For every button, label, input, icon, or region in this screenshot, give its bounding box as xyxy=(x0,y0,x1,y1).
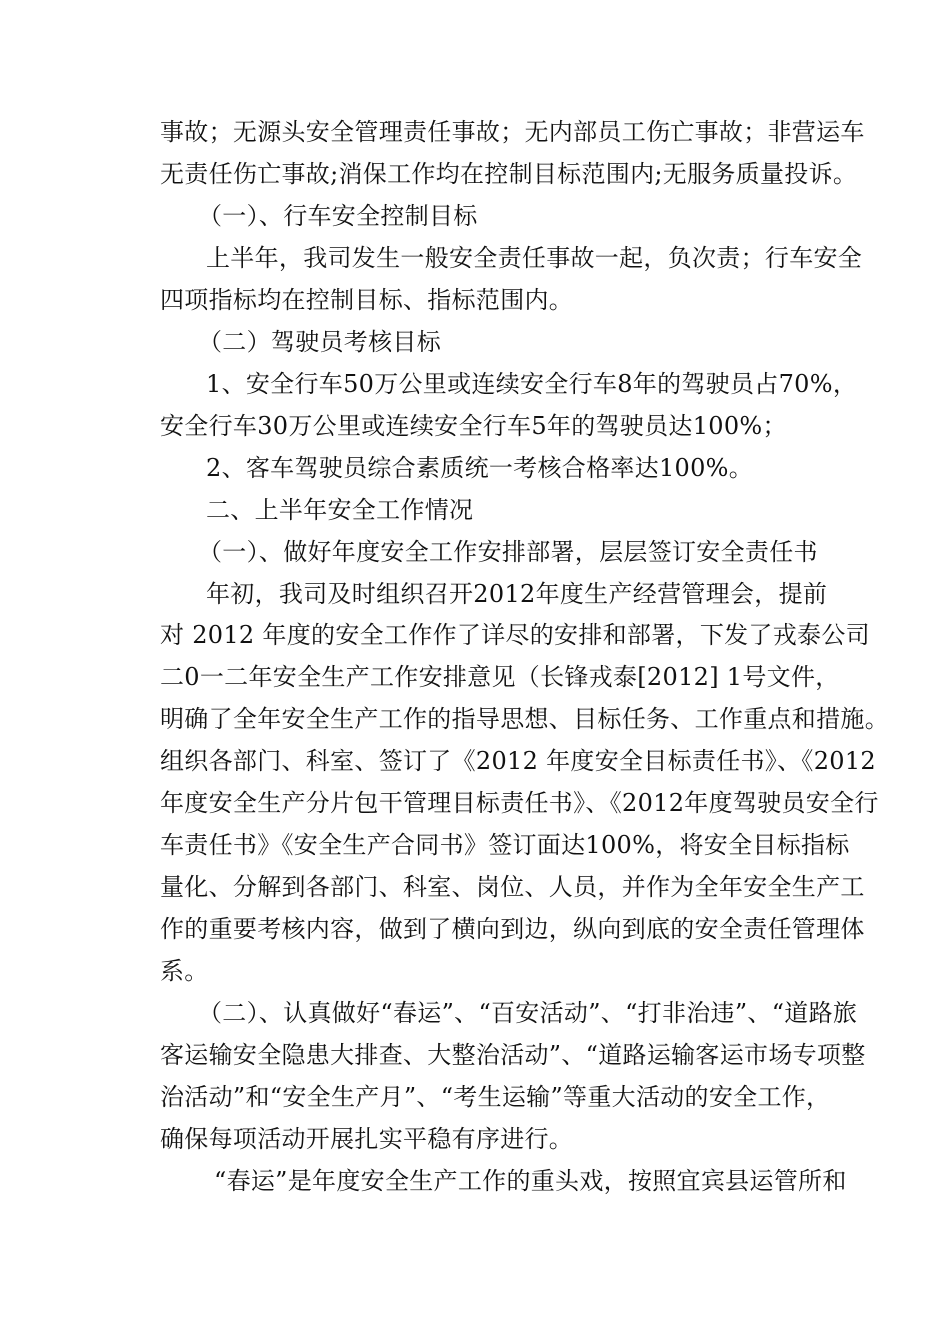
text-line: 组织各部门、科室、签订了《2012 年度安全目标责任书》、《2012 xyxy=(160,747,876,775)
text-line: 确保每项活动开展扎实平稳有序进行。 xyxy=(160,1125,574,1153)
text-line: 2、客车驾驶员综合素质统一考核合格率达100%。 xyxy=(206,454,754,482)
text-line: 年初，我司及时组织召开2012年度生产经营管理会，提前 xyxy=(206,580,828,608)
text-line: 年度安全生产分片包干管理目标责任书》、《2012年度驾驶员安全行 xyxy=(160,789,879,817)
text-line: 四项指标均在控制目标、指标范围内。 xyxy=(160,286,574,314)
text-line: 车责任书》《安全生产合同书》签订面达100%，将安全目标指标 xyxy=(160,831,850,859)
section-heading: （一）、做好年度安全工作安排部署，层层签订安全责任书 xyxy=(198,538,818,566)
text-line: 二0一二年安全生产工作安排意见（长锋戎泰[2012] 1号文件， xyxy=(160,663,840,691)
text-line: “春运”是年度安全生产工作的重头戏，按照宜宾县运管所和 xyxy=(214,1167,847,1195)
text-line: 客运输安全隐患大排查、大整治活动”、“道路运输客运市场专项整 xyxy=(160,1041,866,1069)
text-line: 事故；无源头安全管理责任事故；无内部员工伤亡事故；非营运车 xyxy=(160,118,865,146)
text-line: 作的重要考核内容，做到了横向到边，纵向到底的安全责任管理体 xyxy=(160,915,865,943)
text-line: 明确了全年安全生产工作的指导思想、目标任务、工作重点和措施。 xyxy=(160,705,889,733)
text-line: 安全行车30万公里或连续安全行车5年的驾驶员达100%； xyxy=(160,412,787,440)
section-heading: （二）、认真做好“春运”、“百安活动”、“打非治违”、“道路旅 xyxy=(198,999,858,1027)
text-line: 上半年，我司发生一般安全责任事故一起，负次责；行车安全 xyxy=(206,244,863,272)
text-line: 量化、分解到各部门、科室、岗位、人员，并作为全年安全生产工 xyxy=(160,873,865,901)
text-line: 对 2012 年度的安全工作作了详尽的安排和部署，下发了戎泰公司 xyxy=(160,621,870,649)
section-heading: （二）驾驶员考核目标 xyxy=(198,328,441,356)
text-line: 无责任伤亡事故;消保工作均在控制目标范围内;无服务质量投诉。 xyxy=(160,160,858,188)
text-line: 1、安全行车50万公里或连续安全行车8年的驾驶员占70%， xyxy=(206,370,858,398)
section-heading: 二、上半年安全工作情况 xyxy=(206,496,474,524)
text-line: 治活动”和“安全生产月”、“考生运输”等重大活动的安全工作， xyxy=(160,1083,831,1111)
text-line: 系。 xyxy=(160,957,209,985)
section-heading: （一）、行车安全控制目标 xyxy=(198,202,478,230)
